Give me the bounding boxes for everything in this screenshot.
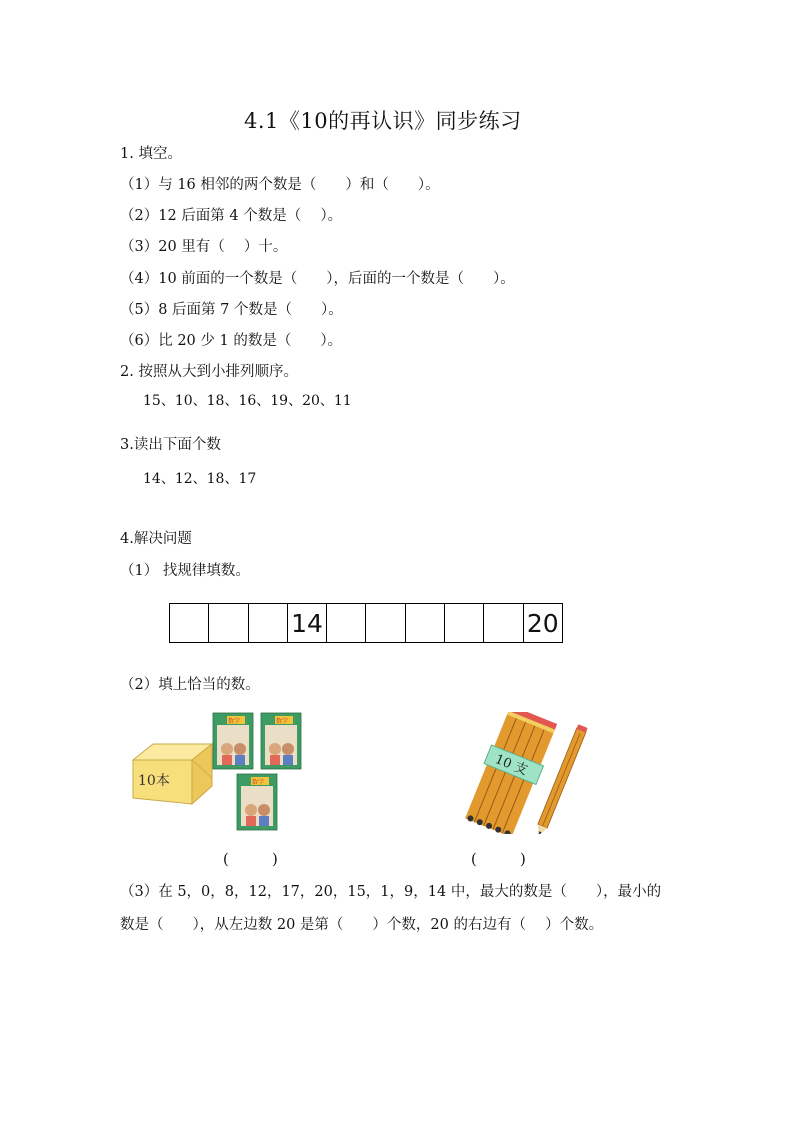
number-pattern-grid <box>169 603 563 643</box>
answer-blank-books[interactable]: ( ) <box>223 852 278 868</box>
q2-numbers: 15、10、18、16、19、20、11 <box>143 393 352 409</box>
math-book-icon <box>213 713 253 769</box>
book-cover-label: 数学 <box>252 779 265 786</box>
grid-cell-10: 20 <box>524 603 563 643</box>
q3-heading: 3.读出下面个数 <box>120 437 221 453</box>
q1-item-1: （1）与 16 相邻的两个数是（ ）和（ ）。 <box>120 177 440 193</box>
q3-numbers: 14、12、18、17 <box>143 471 257 487</box>
book-cover-label: 数学 <box>276 718 289 725</box>
grid-cell-6[interactable] <box>366 603 405 643</box>
grid-cell-4: 14 <box>288 603 327 643</box>
q1-item-3: （3）20 里有（ ）十。 <box>120 239 288 255</box>
grid-cell-9[interactable] <box>484 603 523 643</box>
books-illustration <box>128 708 318 838</box>
grid-cell-1[interactable] <box>170 603 209 643</box>
math-book-icon <box>261 713 301 769</box>
q4-heading: 4.解决问题 <box>120 531 192 547</box>
q1-item-6: （6）比 20 少 1 的数是（ ）。 <box>120 333 343 349</box>
grid-cell-3[interactable] <box>249 603 288 643</box>
grid-cell-5[interactable] <box>327 603 366 643</box>
grid-cell-7[interactable] <box>406 603 445 643</box>
q1-item-2: （2）12 后面第 4 个数是（ ）。 <box>120 208 343 224</box>
page-title: 4.1《10的再认识》同步练习 <box>244 109 522 133</box>
grid-cell-2[interactable] <box>209 603 248 643</box>
q4-sub1: （1） 找规律填数。 <box>120 563 250 579</box>
answer-blank-pencils[interactable]: ( ) <box>471 852 526 868</box>
pencils-illustration <box>448 712 598 834</box>
grid-cell-8[interactable] <box>445 603 484 643</box>
pencil-bundle-label: 10 支 <box>492 752 530 779</box>
box-label: 10本 <box>138 773 170 789</box>
math-book-icon <box>237 774 277 830</box>
q2-heading: 2. 按照从大到小排列顺序。 <box>120 364 298 380</box>
book-cover-label: 数学 <box>228 718 241 725</box>
q4-sub3-line2: 数是（ ），从左边数 20 是第（ ）个数，20 的右边有（ ）个数。 <box>120 917 604 933</box>
q1-heading: 1. 填空。 <box>120 146 182 162</box>
q4-sub2: （2）填上恰当的数。 <box>120 677 260 693</box>
q1-item-4: （4）10 前面的一个数是（ ），后面的一个数是（ ）。 <box>120 271 515 287</box>
q1-item-5: （5）8 后面第 7 个数是（ ）。 <box>120 302 343 318</box>
q4-sub3-line1: （3）在 5，0，8，12，17，20，15，1，9，14 中，最大的数是（ ），最小的 <box>120 884 662 900</box>
